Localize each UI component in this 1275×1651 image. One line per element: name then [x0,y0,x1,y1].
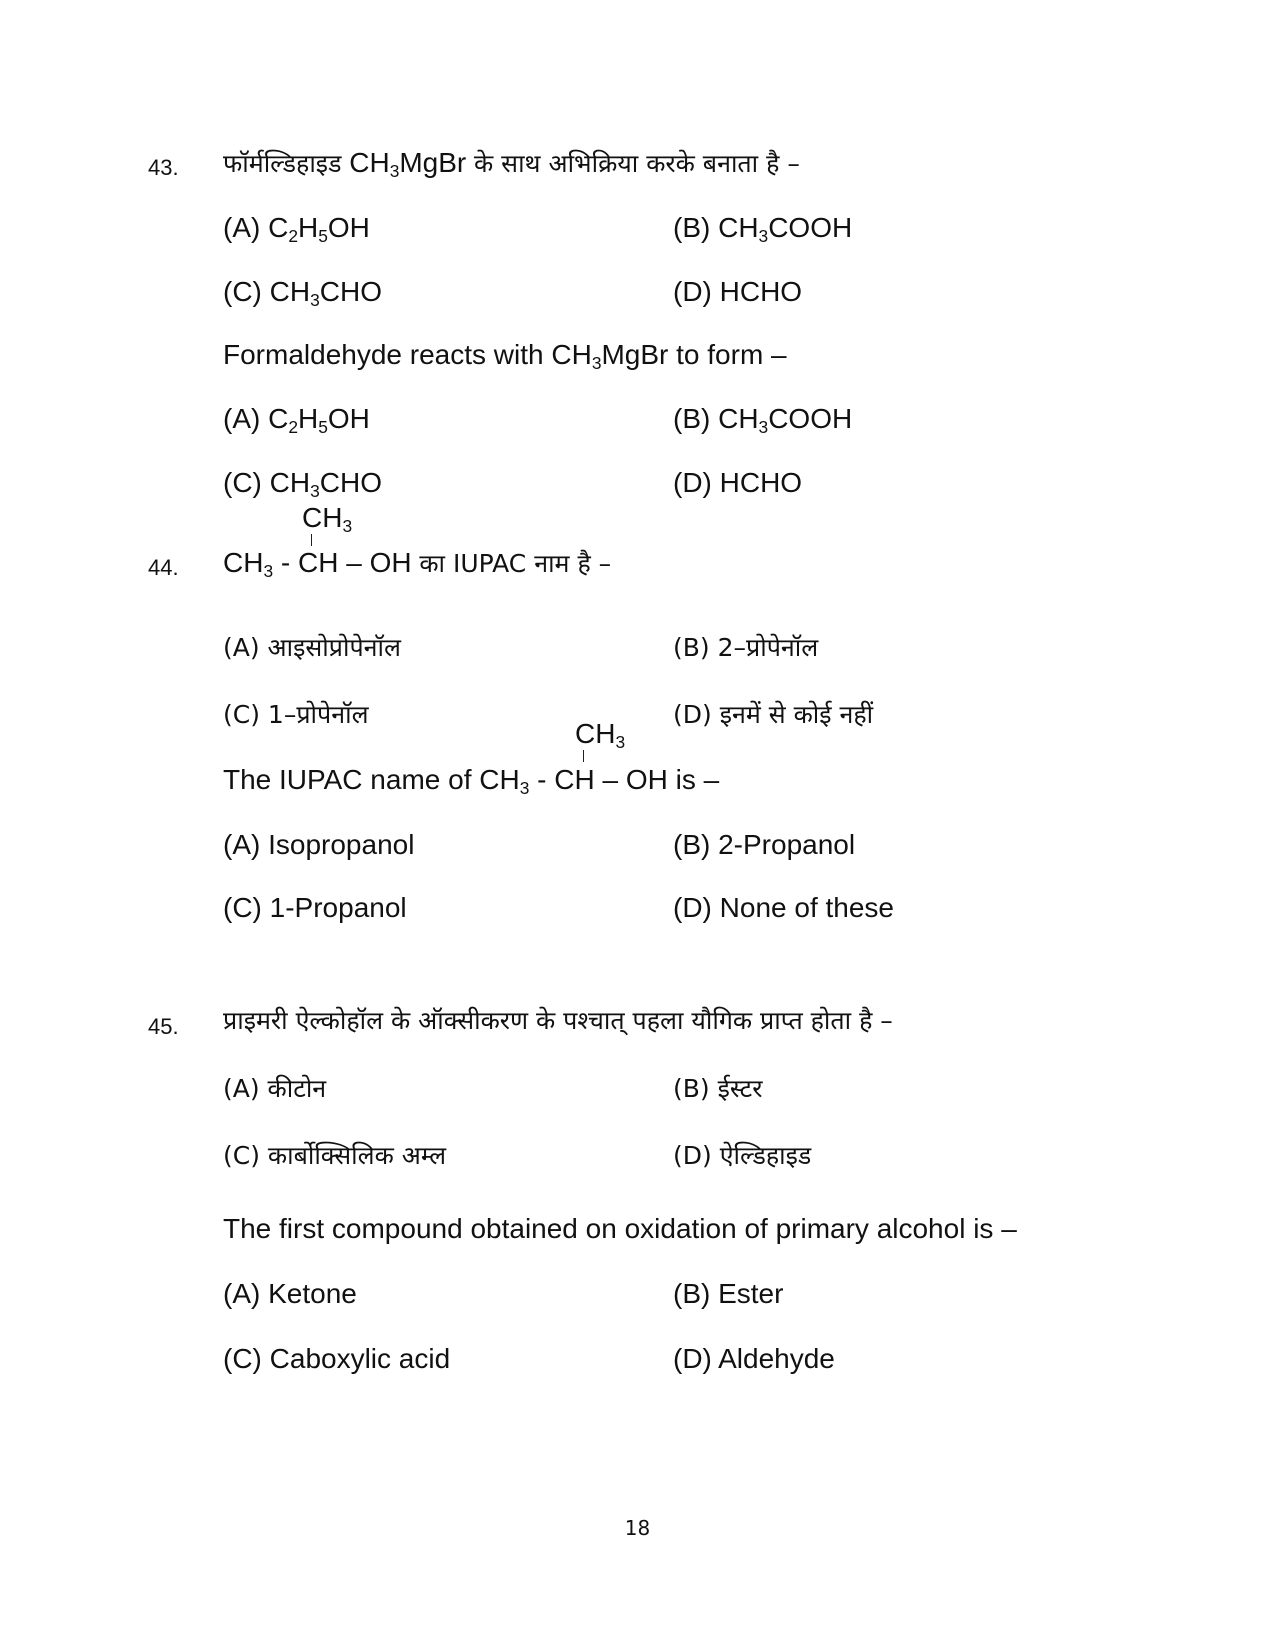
option-c: (C) $CH_3CHO$ [223,276,382,310]
question-text-english: Formaldehyde reacts with $CH_3MgBr$ to form – [223,339,787,373]
option-a: (A) $C_2H_5OH$ [223,403,370,437]
question-text-hindi [223,146,800,181]
option-d: (D) HCHO [673,467,803,498]
question-hindi-suffix: के साथ अभिक्रिया करके बनाता है – [474,149,800,178]
option-d: (D) इनमें से कोई नहीं [673,700,874,729]
branch-bond [583,750,584,762]
option-c: (C) Caboxylic acid [223,1343,451,1374]
question-number: 44. [148,555,179,580]
option-c: (C) 1–प्रोपेनॉल [223,700,369,729]
option-c: (C) $CH_3CHO$ [223,467,382,501]
question-text-hindi: प्राइमरी ऐल्कोहॉल के ऑक्सीकरण के पश्चात् पहला यौगिक प्राप्त होता है – [223,1006,893,1035]
question-text-english: The first compound obtained on oxidation of primary alcohol is – [223,1213,1017,1244]
methyl-branch: $CH_3$ [575,718,626,752]
option-b: (B) 2-Propanol [673,829,856,860]
question-hindi-prefix: फॉर्मल्डिहाइड [223,149,342,178]
option-b: (B) 2–प्रोपेनॉल [673,633,819,662]
option-d: (D) ऐल्डिहाइड [673,1141,812,1170]
option-b: (B) Ester [673,1278,784,1309]
question-text-hindi [223,546,611,581]
option-c: (C) 1-Propanol [223,892,407,923]
option-a: (A) आइसोप्रोपेनॉल [223,633,401,662]
chem-formula: $CH_3MgBr$ [349,147,467,181]
option-a: (A) कीटोन [223,1074,327,1103]
option-d: (D) HCHO [673,276,803,307]
methyl-branch: $CH_3$ [302,502,353,536]
option-c: (C) कार्बोक्सिलिक अम्ल [223,1141,447,1170]
question-number: 45. [148,1014,179,1039]
question-text-english: The IUPAC name of $CH_3$ - CH – OH is – [223,764,720,798]
option-b: (B) $CH_3COOH$ [673,212,853,246]
option-d: (D) None of these [673,892,894,923]
option-b: (B) ईस्टर [673,1074,763,1103]
page-number: 18 [624,1516,651,1540]
chem-formula: $CH_3$ - CH – OH [223,547,412,581]
option-a: (A) Ketone [223,1278,357,1309]
option-b: (B) $CH_3COOH$ [673,403,853,437]
question-hindi-suffix: का IUPAC नाम है – [419,549,612,578]
option-d: (D) Aldehyde [673,1343,835,1374]
question-number: 43. [148,155,179,180]
option-a: (A) Isopropanol [223,829,415,860]
option-a: (A) $C_2H_5OH$ [223,212,370,246]
branch-bond [311,534,312,546]
